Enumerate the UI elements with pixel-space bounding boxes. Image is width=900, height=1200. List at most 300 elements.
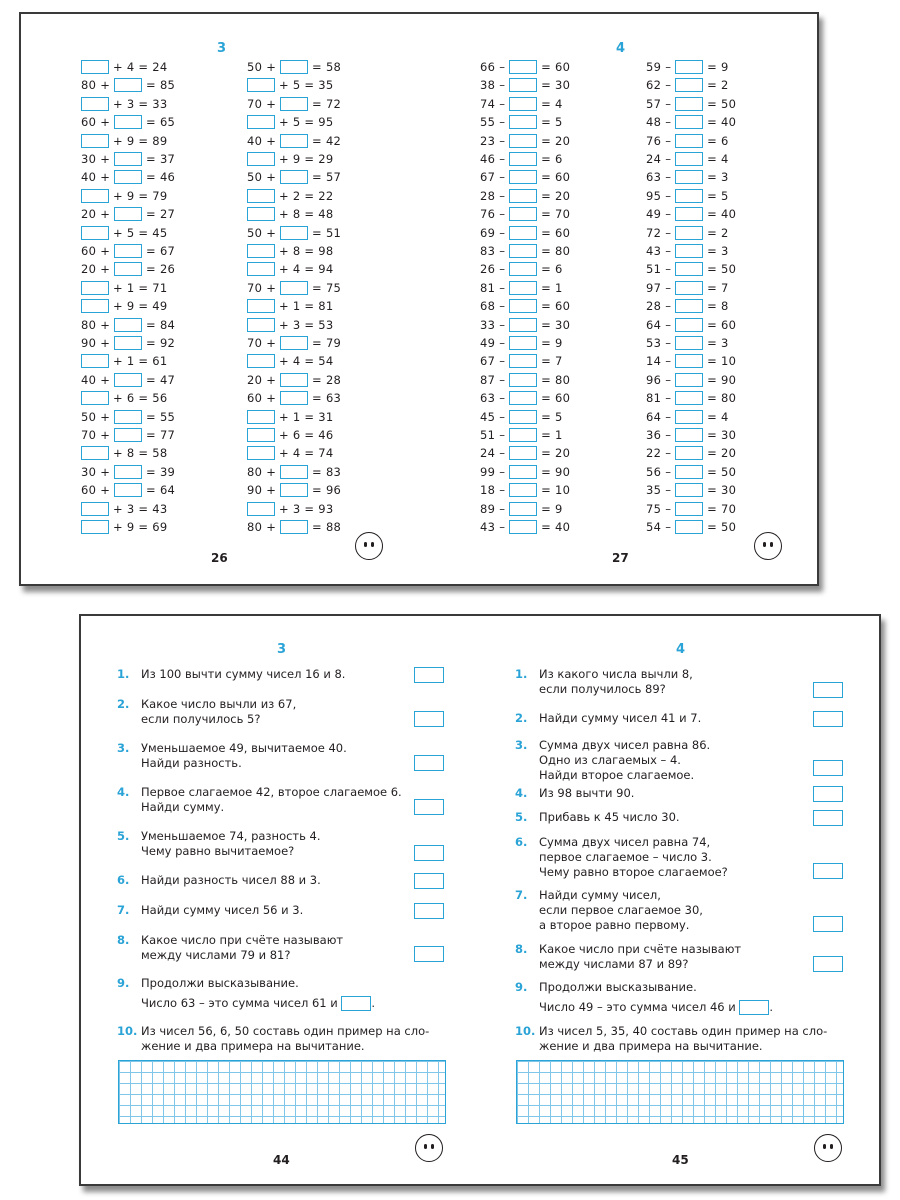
equation-text: = 79 (308, 336, 342, 350)
equation-row (247, 372, 341, 389)
answer-box[interactable] (675, 226, 703, 240)
equation-row (81, 464, 175, 481)
answer-box[interactable] (81, 97, 109, 111)
answer-box[interactable] (813, 916, 843, 932)
answer-box[interactable] (114, 115, 142, 129)
answer-box[interactable] (675, 410, 703, 424)
answer-box[interactable] (509, 465, 537, 479)
answer-box[interactable] (509, 428, 537, 442)
equation-text: 24 – (646, 152, 676, 166)
answer-box[interactable] (247, 410, 275, 424)
answer-grid[interactable] (118, 1060, 446, 1124)
answer-box[interactable] (414, 903, 444, 919)
answer-box[interactable] (280, 60, 308, 74)
answer-box[interactable] (114, 428, 142, 442)
equation-text: = 42 (308, 133, 342, 148)
answer-box[interactable] (509, 262, 537, 276)
task-text: Сумма двух чисел равна 86. Одно из слагаемых – 4. Найди второе слагаемое. (539, 738, 711, 782)
equation-text: + 4 = 94 (275, 262, 334, 277)
equation-row (480, 372, 570, 389)
answer-box[interactable] (81, 299, 109, 313)
answer-box[interactable] (675, 262, 703, 276)
answer-box[interactable] (509, 354, 537, 368)
equation-text: 43 – (646, 244, 676, 258)
equation-row (480, 169, 570, 186)
answer-box[interactable] (247, 502, 275, 516)
answer-box[interactable] (114, 244, 142, 258)
equation-text: 38 – (480, 78, 510, 93)
equation-row (247, 519, 341, 536)
equation-text: + 6 = 56 (109, 391, 168, 406)
answer-box[interactable] (280, 336, 308, 350)
equation-row (81, 317, 175, 334)
task-text: Из чисел 5, 35, 40 составь один пример на сло- жение и два примера на вычитание. (539, 1024, 828, 1053)
equation-text: 54 – (646, 520, 676, 534)
answer-box[interactable] (813, 711, 843, 727)
answer-box[interactable] (114, 465, 142, 479)
equation-text: = 50 (703, 96, 737, 111)
equation-row (480, 261, 563, 278)
answer-box[interactable] (509, 60, 537, 74)
task-text: Уменьшаемое 49, вычитаемое 40. Найди разность. (141, 741, 347, 770)
equation-row (646, 317, 736, 334)
equation-text: 62 – (646, 78, 676, 93)
answer-box[interactable] (509, 189, 537, 203)
equation-row (247, 409, 334, 426)
equation-text: + 5 = 95 (275, 115, 334, 130)
equation-text: = 4 (537, 96, 563, 111)
answer-box[interactable] (675, 189, 703, 203)
answer-box[interactable] (114, 373, 142, 387)
equation-row (81, 409, 175, 426)
equation-row (247, 464, 341, 481)
answer-box[interactable] (280, 483, 308, 497)
answer-box[interactable] (280, 281, 308, 295)
equation-row (480, 519, 570, 536)
answer-box[interactable] (739, 1000, 769, 1015)
answer-box[interactable] (509, 520, 537, 534)
task-text: Прибавь к 45 число 30. (539, 810, 680, 824)
equation-row (247, 298, 334, 315)
answer-box[interactable] (114, 483, 142, 497)
answer-box[interactable] (81, 134, 109, 148)
answer-box[interactable] (509, 373, 537, 387)
equation-row (247, 169, 341, 186)
answer-box[interactable] (813, 956, 843, 972)
answer-box[interactable] (509, 134, 537, 148)
equation-row (646, 464, 736, 481)
equation-text: 80 + (247, 464, 281, 479)
answer-box[interactable] (247, 78, 275, 92)
equation-text: + 1 = 81 (275, 299, 334, 314)
task-number: 7. (117, 903, 130, 917)
equation-row (81, 206, 175, 223)
equation-row (480, 96, 563, 113)
equation-text: = 96 (308, 483, 342, 498)
equation-text: 30 + (81, 464, 115, 479)
equation-text: = 60 (537, 299, 571, 314)
answer-box[interactable] (81, 226, 109, 240)
equation-text: = 5 (537, 115, 563, 130)
answer-box[interactable] (280, 465, 308, 479)
answer-box[interactable] (675, 502, 703, 516)
equation-row (81, 133, 168, 150)
equation-row (81, 335, 175, 352)
answer-box[interactable] (509, 78, 537, 92)
page-number: 27 (612, 551, 629, 565)
equation-row (646, 280, 729, 297)
answer-box[interactable] (114, 78, 142, 92)
equation-row (646, 151, 729, 168)
equation-row (480, 298, 570, 315)
task-text: Уменьшаемое 74, разность 4. Чему равно вычитаемое? (141, 829, 321, 858)
equation-text: 90 + (247, 483, 281, 498)
answer-box[interactable] (114, 336, 142, 350)
task-number: 5. (515, 810, 528, 824)
task-text: Сумма двух чисел равна 74, первое слагаемое – число 3. Чему равно второе слагаемое? (539, 835, 728, 879)
answer-box[interactable] (280, 373, 308, 387)
equation-text: = 63 (308, 391, 342, 406)
equation-text: 20 + (81, 262, 115, 277)
answer-box[interactable] (280, 226, 308, 240)
answer-box[interactable] (675, 170, 703, 184)
equation-row (646, 353, 736, 370)
answer-grid[interactable] (516, 1060, 844, 1124)
answer-box[interactable] (509, 226, 537, 240)
answer-box[interactable] (509, 281, 537, 295)
equation-text: 51 – (646, 262, 676, 277)
equation-text: = 50 (703, 464, 737, 479)
equation-text: + 4 = 24 (109, 60, 168, 74)
equation-row (247, 335, 341, 352)
equation-text: = 80 (703, 391, 737, 406)
answer-box[interactable] (813, 760, 843, 776)
answer-box[interactable] (81, 60, 109, 74)
equation-row (646, 427, 736, 444)
answer-box[interactable] (81, 189, 109, 203)
page-number: 45 (672, 1153, 689, 1167)
task-number: 6. (515, 835, 528, 849)
equation-row (646, 335, 729, 352)
answer-box[interactable] (675, 428, 703, 442)
equation-row (81, 169, 175, 186)
equation-row (480, 225, 570, 242)
equation-text: + 9 = 69 (109, 520, 168, 534)
answer-box[interactable] (247, 299, 275, 313)
answer-box[interactable] (813, 863, 843, 879)
answer-box[interactable] (675, 483, 703, 497)
equation-text: + 8 = 48 (275, 207, 334, 222)
equation-text: 76 – (480, 207, 510, 222)
smiley-icon (754, 532, 782, 560)
equation-text: = 28 (308, 372, 342, 387)
answer-box[interactable] (414, 873, 444, 889)
task-text: Из 100 вычти сумму чисел 16 и 8. (141, 667, 346, 681)
answer-box[interactable] (341, 996, 371, 1011)
answer-box[interactable] (509, 97, 537, 111)
equation-text: + 1 = 31 (275, 409, 334, 424)
answer-box[interactable] (675, 336, 703, 350)
task-text: Из какого числа вычли 8, если получилось 89? (539, 667, 693, 696)
answer-box[interactable] (675, 97, 703, 111)
task-text: Продолжи высказывание. Число 63 – это сумма чисел 61 и . (141, 976, 376, 1010)
equation-text: + 9 = 49 (109, 299, 168, 314)
equation-text: = 2 (703, 225, 729, 240)
answer-box[interactable] (414, 755, 444, 771)
smiley-icon (415, 1134, 443, 1162)
answer-box[interactable] (247, 446, 275, 460)
equation-text: 50 + (247, 225, 281, 240)
answer-box[interactable] (114, 207, 142, 221)
equation-text: 74 – (480, 96, 510, 111)
answer-box[interactable] (509, 502, 537, 516)
equation-text: 95 – (646, 188, 676, 203)
section-number: 4 (676, 642, 686, 657)
equation-text: 80 + (247, 520, 281, 534)
answer-box[interactable] (509, 336, 537, 350)
answer-box[interactable] (675, 281, 703, 295)
equation-text: = 75 (308, 280, 342, 295)
answer-box[interactable] (509, 483, 537, 497)
equation-text: + 2 = 22 (275, 188, 334, 203)
equation-text: = 51 (308, 225, 342, 240)
equation-text: 70 + (247, 280, 281, 295)
equation-text: = 4 (703, 152, 729, 166)
equation-row (247, 77, 334, 94)
answer-box[interactable] (81, 502, 109, 516)
equation-text: = 57 (308, 170, 342, 185)
answer-box[interactable] (247, 115, 275, 129)
equation-row (646, 188, 729, 205)
answer-box[interactable] (280, 391, 308, 405)
equation-text: 20 + (81, 207, 115, 222)
equation-text: 40 + (247, 133, 281, 148)
equation-row (646, 114, 736, 131)
task-text: Найди сумму чисел, если первое слагаемое 30, а второе равно первому. (539, 888, 703, 932)
answer-box[interactable] (675, 244, 703, 258)
task-number: 3. (117, 741, 130, 755)
equation-row (480, 335, 563, 352)
equation-text: = 1 (537, 280, 563, 295)
task-text: Первое слагаемое 42, второе слагаемое 6. Найди сумму. (141, 785, 402, 814)
equation-text: 57 – (646, 96, 676, 111)
answer-box[interactable] (114, 318, 142, 332)
equation-text: 69 – (480, 225, 510, 240)
answer-box[interactable] (675, 520, 703, 534)
equation-text: = 39 (142, 464, 176, 479)
answer-box[interactable] (509, 115, 537, 129)
task-number: 5. (117, 829, 130, 843)
equation-row (480, 280, 563, 297)
answer-box[interactable] (280, 134, 308, 148)
equation-row (247, 317, 334, 334)
answer-box[interactable] (675, 60, 703, 74)
answer-box[interactable] (675, 134, 703, 148)
equation-text: 63 – (480, 391, 510, 406)
equation-text: = 77 (142, 428, 176, 442)
answer-box[interactable] (81, 354, 109, 368)
equation-text: 51 – (480, 428, 510, 442)
answer-box[interactable] (813, 786, 843, 802)
equation-text: = 50 (703, 262, 737, 277)
equation-text: = 85 (142, 78, 176, 93)
answer-box[interactable] (247, 428, 275, 442)
equation-text: = 6 (537, 152, 563, 166)
answer-box[interactable] (675, 354, 703, 368)
equation-row (480, 206, 570, 223)
answer-box[interactable] (509, 299, 537, 313)
equation-text: = 58 (308, 60, 342, 74)
answer-box[interactable] (675, 446, 703, 460)
equation-row (480, 409, 563, 426)
equation-text: + 3 = 43 (109, 501, 168, 516)
equation-row (81, 59, 168, 76)
equation-text: 50 + (81, 409, 115, 424)
task-number: 9. (515, 980, 528, 994)
answer-box[interactable] (247, 244, 275, 258)
equation-text: 63 – (646, 170, 676, 185)
answer-box[interactable] (509, 318, 537, 332)
answer-box[interactable] (509, 410, 537, 424)
answer-box[interactable] (247, 152, 275, 166)
equation-text: + 6 = 46 (275, 428, 334, 442)
answer-box[interactable] (280, 97, 308, 111)
equation-text: = 70 (703, 501, 737, 516)
answer-box[interactable] (675, 152, 703, 166)
equation-text: = 30 (703, 483, 737, 498)
answer-box[interactable] (114, 262, 142, 276)
equation-row (247, 225, 341, 242)
equation-text: = 60 (537, 225, 571, 240)
answer-box[interactable] (81, 391, 109, 405)
equation-text: 90 + (81, 336, 115, 350)
equation-text: = 20 (537, 446, 571, 461)
answer-box[interactable] (280, 520, 308, 534)
equation-text: 24 – (480, 446, 510, 461)
answer-box[interactable] (114, 170, 142, 184)
equation-text: 50 + (247, 60, 281, 74)
answer-box[interactable] (81, 281, 109, 295)
equation-row (480, 114, 563, 131)
workbook-spread-pages-26-27 (19, 12, 819, 586)
equation-row (646, 298, 729, 315)
task-number: 8. (117, 933, 130, 947)
equation-text: = 60 (537, 170, 571, 185)
answer-box[interactable] (675, 115, 703, 129)
equation-text: 87 – (480, 372, 510, 387)
equation-text: = 6 (703, 133, 729, 148)
answer-box[interactable] (247, 354, 275, 368)
equation-row (81, 298, 168, 315)
equation-text: 45 – (480, 409, 510, 424)
answer-box[interactable] (675, 299, 703, 313)
equation-text: 80 + (81, 78, 115, 93)
answer-box[interactable] (509, 446, 537, 460)
equation-text: 68 – (480, 299, 510, 314)
equation-row (247, 427, 334, 444)
equation-text: = 83 (308, 464, 342, 479)
answer-box[interactable] (81, 520, 109, 534)
equation-row (81, 243, 175, 260)
answer-box[interactable] (414, 946, 444, 962)
answer-box[interactable] (675, 391, 703, 405)
equation-text: = 9 (537, 501, 563, 516)
answer-box[interactable] (414, 667, 444, 683)
equation-text: = 27 (142, 207, 176, 222)
equation-row (480, 243, 570, 260)
equation-row (646, 169, 729, 186)
equation-row (480, 390, 570, 407)
equation-row (480, 133, 570, 150)
equation-text: = 60 (537, 391, 571, 406)
answer-box[interactable] (675, 465, 703, 479)
task-text: Найди разность чисел 88 и 3. (141, 873, 321, 887)
equation-row (646, 59, 729, 76)
equation-text: 20 + (247, 372, 281, 387)
answer-box[interactable] (247, 262, 275, 276)
equation-row (247, 206, 334, 223)
equation-text: = 10 (703, 354, 737, 369)
task-text: Какое число вычли из 67, если получилось 5? (141, 697, 297, 726)
equation-row (81, 445, 168, 462)
answer-box[interactable] (247, 207, 275, 221)
equation-text: 72 – (646, 225, 676, 240)
equation-text: = 90 (703, 372, 737, 387)
equation-row (247, 188, 334, 205)
equation-text: = 9 (703, 60, 729, 74)
answer-box[interactable] (509, 207, 537, 221)
answer-box[interactable] (675, 207, 703, 221)
answer-box[interactable] (813, 810, 843, 826)
answer-box[interactable] (114, 152, 142, 166)
answer-box[interactable] (81, 446, 109, 460)
answer-box[interactable] (813, 682, 843, 698)
equation-row (81, 151, 175, 168)
equation-text: 64 – (646, 317, 676, 332)
answer-box[interactable] (509, 152, 537, 166)
answer-box[interactable] (509, 391, 537, 405)
answer-box[interactable] (509, 170, 537, 184)
task-number: 4. (515, 786, 528, 800)
equation-text: = 20 (703, 446, 737, 461)
answer-box[interactable] (414, 711, 444, 727)
answer-box[interactable] (675, 78, 703, 92)
answer-box[interactable] (247, 318, 275, 332)
equation-text: 40 + (81, 372, 115, 387)
answer-box[interactable] (114, 410, 142, 424)
answer-box[interactable] (247, 189, 275, 203)
equation-row (81, 225, 168, 242)
equation-text: 89 – (480, 501, 510, 516)
answer-box[interactable] (509, 244, 537, 258)
answer-box[interactable] (414, 799, 444, 815)
answer-box[interactable] (414, 845, 444, 861)
equation-text: 81 – (480, 280, 510, 295)
equation-text: 35 – (646, 483, 676, 498)
equation-text: 23 – (480, 133, 510, 148)
equation-text: = 64 (142, 483, 176, 498)
equation-text: = 30 (537, 317, 571, 332)
equation-row (480, 188, 570, 205)
answer-box[interactable] (280, 170, 308, 184)
equation-text: 64 – (646, 409, 676, 424)
equation-text: 40 + (81, 170, 115, 185)
equation-row (480, 59, 570, 76)
equation-text: 18 – (480, 483, 510, 498)
answer-box[interactable] (675, 318, 703, 332)
answer-box[interactable] (675, 373, 703, 387)
equation-text: = 84 (142, 317, 176, 332)
